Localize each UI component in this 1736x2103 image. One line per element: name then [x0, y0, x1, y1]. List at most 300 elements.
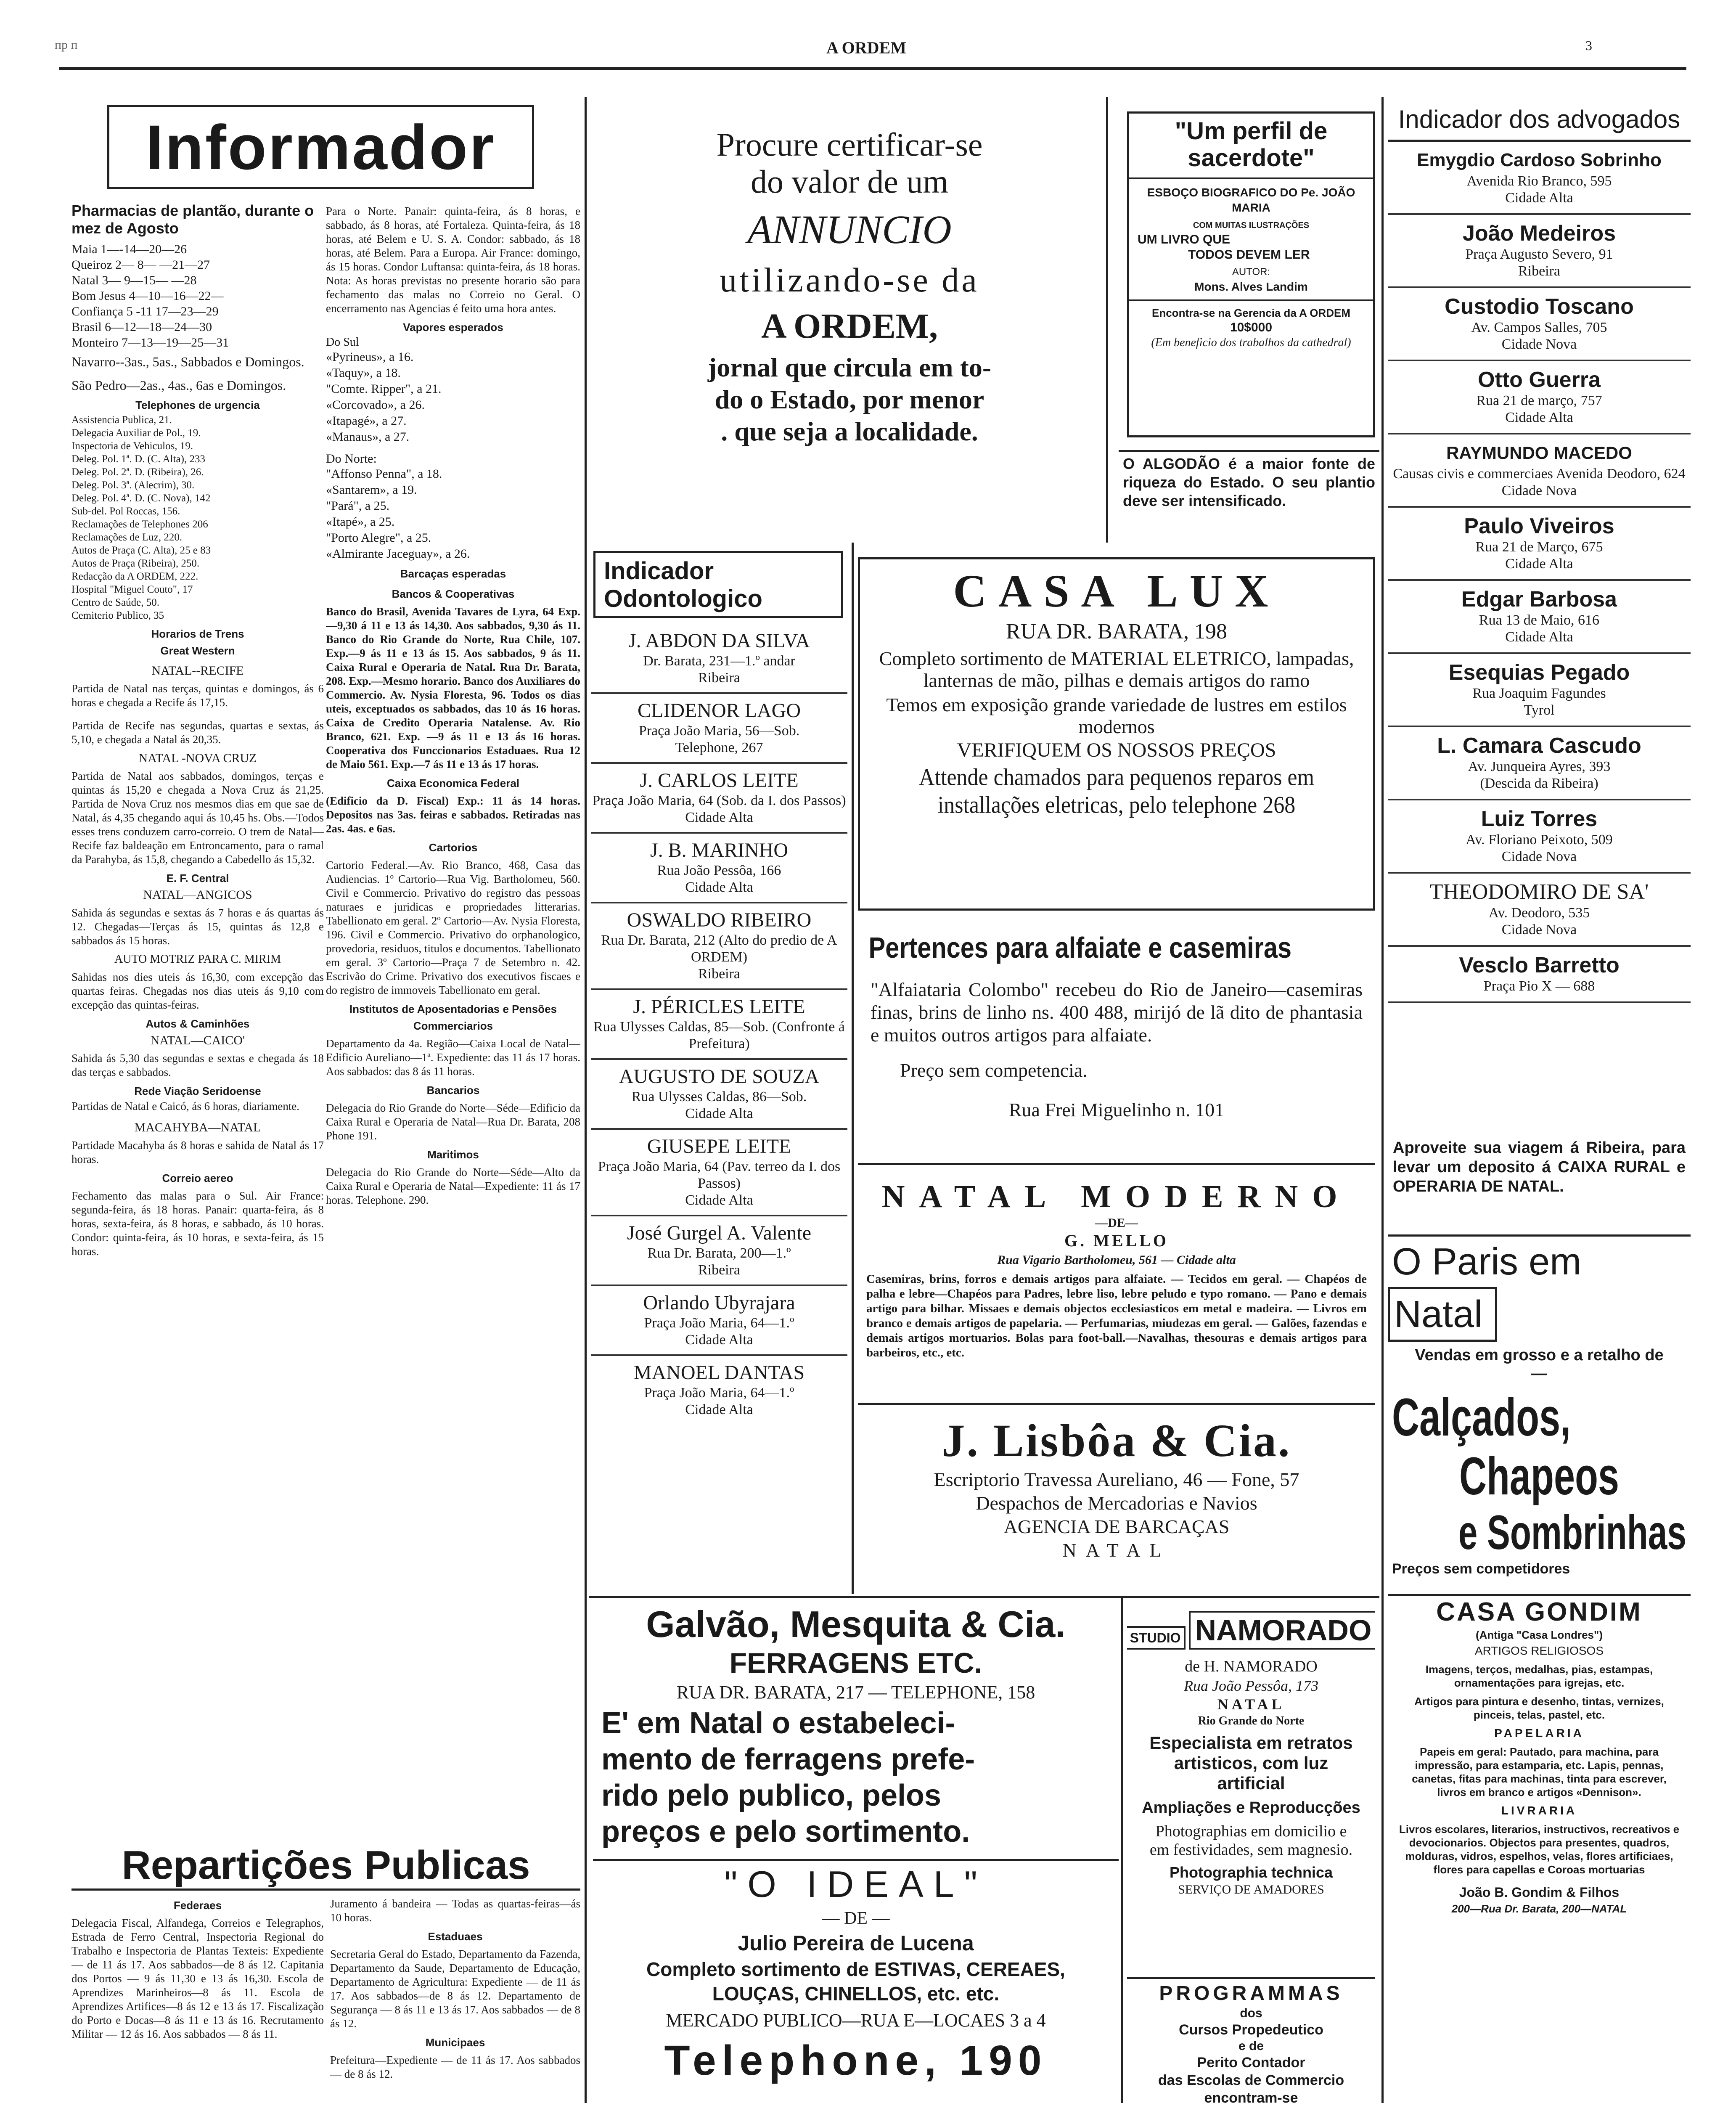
gondim-owner: João B. Gondim & Filhos: [1459, 1885, 1620, 1900]
dentista-area: Cidade Alta: [685, 1192, 753, 1208]
vapor-item: "Comte. Ripper", a 21.: [326, 382, 442, 396]
commerciarios-title: Commerciarios: [413, 1020, 493, 1032]
odonto-title-box: [593, 551, 843, 618]
column-rule: [1121, 1598, 1123, 2103]
page-header: [0, 38, 1736, 63]
telephones-title: Telephones de urgencia: [135, 399, 260, 411]
correio-norte-text: Para o Norte. Panair: quinta-feira, ás 8 horas, e sabbado, ás 8 horas, até Fortaleza. Quinta-feira, ás 18 horas, até Belem e U. S. A. Condor: sabbado, ás 18 horas, até Belem. Para a Europa. Air France: domingo, ás 15 horas. Condor Luftansa: quinta-feira, ás 18 horas. Nota: As horas previstas no presente horario são para fechamento das malas no Correio no Geral. O encerramento nas Agencias é feito uma hora antes.: [326, 205, 580, 315]
gondim-text-2: Artigos para pintura e desenho, tintas, vernizes, pinceis, telas, pastel, etc.: [1414, 1695, 1664, 1721]
cartorios-title: Cartorios: [429, 841, 478, 854]
dentista-name: OSWALDO RIBEIRO: [627, 909, 812, 931]
advogado-name: RAYMUNDO MACEDO: [1446, 443, 1632, 463]
namorado-text-5: SERVIÇO DE AMADORES: [1178, 1883, 1324, 1896]
namorado-title: NAMORADO: [1189, 1611, 1375, 1650]
informador-col2: [326, 202, 580, 1851]
galvao-text-2: mento de ferragens prefe-: [601, 1743, 975, 1776]
galvao-text-4: preços e pelo sortimento.: [601, 1815, 970, 1849]
pharmacia-row: Maia 1—-14—20—26: [71, 242, 187, 256]
advogado-address: Praça Pio X — 688: [1483, 978, 1595, 994]
barcacas-title: Barcaças esperadas: [400, 567, 506, 580]
dentista-address: Rua Ulysses Caldas, 86—Sob.: [631, 1089, 807, 1104]
dentista-area: Cidade Alta: [685, 1332, 753, 1348]
galvao-title: Galvão, Mesquita & Cia.: [646, 1603, 1066, 1645]
advogado-city: Cidade Alta: [1505, 629, 1573, 645]
advogado-address: Praça Augusto Severo, 91: [1465, 246, 1613, 262]
column-rule: [1106, 97, 1108, 543]
advogado-name: Otto Guerra: [1478, 368, 1601, 392]
municipaes-title: Municipaes: [425, 2036, 485, 2049]
natal-recife-text: Partida de Natal nas terças, quintas e domingos, ás 6 horas e chegada a Recife ás 17,15.: [71, 682, 324, 709]
municipaes-text: Prefeitura—Expediente — de 11 ás 17. Aos sabbados — de 8 ás 12.: [330, 2054, 580, 2080]
dentista-item: [591, 624, 847, 694]
advogado-item: [1388, 508, 1691, 581]
telephone-item: Reclamações de Luz, 220.: [71, 532, 183, 543]
lisboa-line-2: Despachos de Mercadorias e Navios: [976, 1492, 1257, 1514]
telephone-item: Autos de Praça (C. Alta), 25 e 83: [71, 545, 211, 556]
telephone-item: Sub-del. Pol Roccas, 156.: [71, 506, 180, 517]
advogado-name: João Medeiros: [1462, 221, 1616, 246]
auto-motriz: AUTO MOTRIZ PARA C. MIRIM: [114, 953, 281, 966]
perfil-encontra: Encontra-se na Gerencia da A ORDEM: [1152, 307, 1350, 319]
recife-natal-text: Partida de Recife nas segundas, quartas e sextas, ás 5,10, e chegada a Natal ás 20,35.: [71, 719, 324, 746]
dentista-area: Cidade Alta: [685, 1402, 753, 1417]
advogado-address: Avenida Rio Branco, 595: [1466, 173, 1612, 189]
telephone-item: Hospital "Miguel Couto", 17: [71, 584, 193, 595]
paris-sombrinhas: e Sombrinhas: [1458, 1506, 1686, 1560]
advogado-city: Cidade Alta: [1505, 410, 1573, 425]
dentista-name: GIUSEPE LEITE: [647, 1135, 791, 1157]
algodao-note: [1119, 450, 1379, 530]
annuncio-line: . que seja a localidade.: [721, 416, 978, 446]
advogado-item: [1388, 874, 1691, 947]
natalmoderno-owner: G. MELLO: [1064, 1231, 1169, 1250]
gondim-text-4: Livros escolares, literarios, instructivos, recreativos e devocionarios. Objectos para presentes, quadros, molduras, vidros, espelhos, velas, flores artificiaes, flores para capellas e Coroas mortuarias: [1399, 1823, 1680, 1876]
telephone-item: Centro de Saúde, 50.: [71, 597, 159, 608]
casalux-ad: [858, 557, 1375, 911]
perfil-price: 10$000: [1230, 320, 1273, 334]
namorado-text-4: Photographia technica: [1169, 1864, 1333, 1881]
advogado-item: [1388, 581, 1691, 654]
pertences-text-2: Preço sem competencia.: [900, 1059, 1088, 1081]
caixa-title: Caixa Economica Federal: [386, 777, 520, 789]
dentista-item: [591, 1130, 847, 1216]
telephone-item: Deleg. Pol. 2ª. D. (Ribeira), 26.: [71, 466, 204, 478]
vapor-item: "Pará", a 25.: [326, 499, 390, 513]
advogado-city: Cidade Nova: [1501, 483, 1577, 498]
telephone-item: Deleg. Pol. 1ª. D. (C. Alta), 233: [71, 453, 205, 465]
dentista-area: Cidade Alta: [685, 879, 753, 895]
page-number: пр п: [55, 38, 78, 52]
annuncio-line: do valor de um: [750, 163, 949, 200]
telephone-item: Autos de Praça (Ribeira), 250.: [71, 558, 200, 569]
reparticoes-col2: [330, 1897, 580, 2103]
gondim-title: CASA GONDIM: [1436, 1597, 1642, 1626]
galvao-ad: [593, 1602, 1119, 1855]
vapor-item: «Itapé», a 25.: [326, 515, 395, 529]
advogado-city: Tyrol: [1524, 702, 1555, 718]
advogado-name: Emygdio Cardoso Sobrinho: [1417, 150, 1662, 170]
caico-text: Sahida ás 5,30 das segundas e sextas e chegada ás 18 das terças e sabbados.: [71, 1052, 324, 1078]
casalux-text-4: Attende chamados para pequenos reparos em installações eletricas, pelo telephone 268: [919, 764, 1314, 818]
advogado-name: THEODOMIRO DE SA': [1429, 880, 1649, 904]
reparticoes-section: [71, 1842, 580, 2103]
ideal-text-2: MERCADO PUBLICO—RUA E—LOCAES 3 a 4: [666, 2010, 1046, 2031]
advogado-item: [1388, 434, 1691, 508]
telephone-item: Deleg. Pol. 4ª. D. (C. Nova), 142: [71, 493, 211, 504]
maritimos-title: Maritimos: [427, 1148, 479, 1161]
telephone-item: Inspectoria de Vehiculos, 19.: [71, 440, 193, 452]
natalmoderno-ad: [858, 1178, 1375, 1405]
paris-chapeos: Chapeos: [1459, 1447, 1620, 1506]
paris-title-1: O Paris em: [1392, 1241, 1582, 1283]
dentista-address: Praça João Maria, 64—1.º: [644, 1315, 794, 1331]
vapores-title: Vapores esperados: [403, 321, 503, 334]
gondim-ad: [1388, 1594, 1691, 2103]
natalmoderno-text: Casemiras, brins, forros e demais artigos para alfaiate. — Tecidos em geral. — Chapéos de palha e lebre—Chapéos para Padres, lebre liso, lebre peludo e typo romano. — Pano e demais artigo para bilhar. Missaes e demais objectos ecclesiasticos em metal e madeira. — Livros em branco e demais artigos de papelaria. — Perfumarias, miudezas em geral. — Galões, fazendas e demais artigos mortuarios. Bolas para foot-ball.—Navalhas, thesouras e demais artigos para barbeiros, etc., etc.: [866, 1272, 1367, 1359]
programmas-title: PROGRAMMAS: [1159, 1982, 1343, 2005]
horarios-title: Horarios de Trens: [151, 628, 244, 640]
advogado-item: [1388, 654, 1691, 727]
casalux-title: CASA LUX: [953, 565, 1280, 617]
correio-title: Correio aereo: [162, 1172, 233, 1184]
paris-vendas: Vendas em grosso e a retalho de—: [1415, 1346, 1664, 1383]
dentista-item: [591, 1286, 847, 1356]
juramento-text: Juramento á bandeira — Todas as quartas-feiras—ás 10 horas.: [330, 1897, 580, 1924]
dentista-name: Orlando Ubyrajara: [643, 1292, 795, 1314]
advogado-name: Esequias Pegado: [1448, 660, 1630, 685]
informador-col1: [71, 202, 324, 1851]
gondim-address: 200—Rua Dr. Barata, 200—NATAL: [1451, 1902, 1627, 1915]
column-rule: [1381, 97, 1384, 2103]
advogado-address: Rua 21 de março, 757: [1476, 393, 1602, 408]
annuncio-paper: A ORDEM,: [761, 307, 938, 346]
maritimos-text: Delegacia do Rio Grande do Norte—Séde—Alto da Caixa Rural e Operaria de Natal—Expediente: 11 ás 17 horas. Telephone. 290.: [326, 1166, 580, 1206]
namorado-text-1: Especialista em retratos artisticos, com luz artificial: [1149, 1733, 1353, 1793]
odonto-section: [591, 551, 847, 1573]
telephone-item: Assistencia Publica, 21.: [71, 414, 172, 426]
dentista-area: Cidade Alta: [685, 1106, 753, 1121]
natalmoderno-title: NATAL MODERNO: [881, 1179, 1352, 1214]
dentista-area: Ribeira: [698, 670, 741, 686]
dentista-item: [591, 834, 847, 903]
programmas-dos: dos: [1240, 2006, 1262, 2020]
natalmoderno-de: —DE—: [1095, 1216, 1138, 1230]
pertences-ad: [858, 921, 1375, 1165]
perfil-beneficio: (Em beneficio dos trabalhos da cathedral): [1151, 336, 1351, 349]
macahyba-text: Partidade Macahyba ás 8 horas e sahida de Natal ás 17 horas.: [71, 1139, 324, 1165]
informador-title: Informador: [146, 112, 496, 183]
gondim-sub: (Antiga "Casa Londres"): [1475, 1629, 1603, 1641]
vapor-item: «Taquy», a 18.: [326, 366, 401, 380]
dentista-address: Praça João Maria, 56—Sob.: [638, 723, 800, 739]
advogado-name: Vesclo Barretto: [1459, 953, 1620, 977]
natal-angicos: NATAL—ANGICOS: [143, 888, 252, 902]
dentista-name: AUGUSTO DE SOUZA: [619, 1065, 820, 1088]
telephones-list: [71, 413, 324, 622]
advogado-name: Luiz Torres: [1481, 807, 1598, 831]
annuncio-word: ANNUNCIO: [747, 207, 952, 252]
advogado-city: Cidade Alta: [1505, 190, 1573, 206]
galvao-address: RUA DR. BARATA, 217 — TELEPHONE, 158: [676, 1682, 1035, 1703]
vapor-item: «Corcovado», a 26.: [326, 398, 425, 412]
galvao-sub: FERRAGENS ETC.: [729, 1647, 982, 1679]
casalux-text-1: Completo sortimento de MATERIAL ELETRICO, lampadas, lanternas de mão, pilhas e demais artigos do ramo: [879, 648, 1354, 691]
perfil-subtitle: ESBOÇO BIOGRAFICO DO Pe. JOÃO MARIA: [1147, 186, 1355, 214]
telephone-item: Redacção da A ORDEM, 222.: [71, 571, 198, 582]
pharmacia-navarro: Navarro--3as., 5as., Sabbados e Domingos.: [71, 354, 304, 369]
nova-cruz-text: Partida de Natal aos sabbados, domingos, terças e quintas ás 15,20 e chegada a Nova Cruz ás 21,25. Partida de Nova Cruz nos mesmos dias em que sae de Natal, ás 4,35 chegando aqui ás 10,45 hs. Obs.—Todos esses trens conduzem carro-correio. O trem de Natal—Recife faz baldeação em Entroncamento, para o ramal da Parahyba, ás 15,8, chegando a Cabedello ás 15,32.: [71, 770, 324, 866]
rede-text: Partidas de Natal e Caicó, ás 6 horas, diariamente.: [71, 1100, 300, 1112]
gondim-livraria: LIVRARIA: [1501, 1804, 1577, 1817]
section-rule: [589, 1596, 1379, 1598]
annuncio-ad: [597, 126, 1102, 496]
advogado-city: Cidade Alta: [1505, 556, 1573, 572]
vapor-item: "Affonso Penna", a 18.: [326, 467, 442, 481]
ideal-text-1: Completo sortimento de ESTIVAS, CEREAES, LOUÇAS, CHINELLOS, etc. etc.: [646, 1958, 1065, 2005]
gondim-artigos: ARTIGOS RELIGIOSOS: [1474, 1644, 1604, 1657]
pharmacia-row: Bom Jesus 4—10—16—22—: [71, 289, 224, 303]
pharmacia-row: Brasil 6—12—18—24—30: [71, 320, 212, 334]
dentista-address: Rua Dr. Barata, 212 (Alto do predio de A ORDEM): [601, 932, 837, 965]
lisboa-title: J. Lisbôa & Cia.: [942, 1415, 1291, 1466]
advogado-city: Ribeira: [1518, 263, 1561, 279]
autos-title: Autos & Caminhões: [146, 1017, 250, 1030]
estaduaes-text: Secretaria Geral do Estado, Departamento da Fazenda, Departamento da Saude, Departamento de Educação, Departamento de Agricultura: Expediente — de 11 ás 17. Aos sabbados—de 8 ás 12. Departamento de Segurança — 8 ás 11 e 13 ás 17. Aos sabbados — de 8 ás 12.: [330, 1948, 580, 2030]
aproveite-text: Aproveite sua viagem á Ribeira, para levar um deposito á CAIXA RURAL e OPERARIA DE NATAL.: [1393, 1139, 1686, 1195]
pharmacia-row: Confiança 5 -11 17—23—29: [71, 305, 219, 318]
estaduaes-title: Estaduaes: [428, 1930, 483, 1943]
programmas-line: e de: [1238, 2039, 1264, 2053]
vapores-norte: Do Norte:: [326, 452, 377, 466]
page-folio: 3: [1585, 38, 1592, 53]
great-western: Great Western: [160, 644, 235, 657]
pharmacias-title: Pharmacias de plantão, durante o mez de Agosto: [71, 202, 314, 237]
advogado-city: Cidade Nova: [1501, 922, 1577, 938]
pharmacias-list: [71, 241, 324, 350]
advogado-address: Rua Joaquim Fagundes: [1472, 686, 1606, 701]
programmas-line: das Escolas de Commercio: [1158, 2072, 1344, 2088]
dentista-item: [591, 1356, 847, 1424]
header-rule: [59, 67, 1686, 70]
advogado-address: Av. Campos Salles, 705: [1471, 320, 1607, 335]
vapores-list: [326, 349, 580, 445]
odonto-title: Indicador Odontologico: [604, 557, 762, 612]
ideal-phone: Telephone, 190: [664, 2037, 1048, 2084]
column-rule: [852, 543, 854, 1594]
gondim-text-1: Imagens, terços, medalhas, pias, estampas, ornamentações para igrejas, etc.: [1425, 1663, 1653, 1689]
dentista-name: J. B. MARINHO: [650, 839, 789, 861]
annuncio-line: jornal que circula em to-: [707, 352, 992, 382]
dentista-area: Cidade Alta: [685, 810, 753, 825]
angicos-text: Sahida ás segundas e sextas ás 7 horas e ás quartas ás 12. Chegadas—Terças ás 15, quintas ás 12,8 e sabbados ás 15 horas.: [71, 906, 324, 947]
dentista-area: Telephone, 267: [675, 740, 763, 755]
advogado-name: L. Camara Cascudo: [1437, 734, 1641, 758]
advogado-item: [1388, 288, 1691, 361]
dentista-area: Ribeira: [698, 966, 741, 982]
dentista-name: J. CARLOS LEITE: [640, 769, 799, 792]
lisboa-line-1: Escriptorio Travessa Aureliano, 46 — Fone, 57: [934, 1469, 1299, 1490]
newspaper-title: A ORDEM: [826, 38, 906, 57]
advogado-address: Rua 13 de Maio, 616: [1479, 612, 1600, 628]
namorado-text-3: Photographias em domicilio e em festividades, sem magnesio.: [1149, 1822, 1353, 1859]
vapor-item: «Pyrineus», a 16.: [326, 350, 414, 364]
dentista-name: MANOEL DANTAS: [633, 1361, 805, 1384]
vapor-item: "Porto Alegre", a 25.: [326, 531, 431, 545]
advogado-item: [1388, 142, 1691, 215]
advogado-city: (Descida da Ribeira): [1480, 776, 1598, 791]
advogado-item: [1388, 727, 1691, 800]
informador-title-box: [107, 105, 534, 189]
bancarios-text: Delegacia do Rio Grande do Norte—Séde—Edificio da Caixa Rural e Operaria de Natal—Rua Dr. Barata, 208 Phone 191.: [326, 1102, 580, 1142]
caixa-text: (Edificio da D. Fiscal) Exp.: 11 ás 14 horas. Depositos nas 3as. feiras e sabbados. Retiradas nas 2as. 4as. e 6as.: [326, 795, 580, 835]
namorado-text-2: Ampliações e Reproducções: [1142, 1799, 1360, 1817]
cartorios-text: Cartorio Federal.—Av. Rio Branco, 468, Casa das Audiencias. 1º Cartorio—Rua Vig. Bartholomeu, 560. Civil e Commercio. Privativo do registro das pessoas naturaes e juridicas e propriedades litterarias. Tabellionato em geral. 2º Cartorio—Av. Nysia Floresta, 196. Civil e Commercio. Privativo do orphanologico, provedoria, residuos, titulos e documentos. Tabellionato em geral. 3º Cartorio—Praça 7 de Setembro n. 42. Escrivão do Crime. Privativo dos executivos fiscaes e do registro de immoveis Tabellionato em geral.: [326, 859, 580, 996]
natalmoderno-address: Rua Vigario Bartholomeu, 561 — Cidade alta: [997, 1253, 1236, 1267]
ideal-title: "O IDEAL": [724, 1863, 987, 1905]
paris-calcados: Calçados,: [1392, 1388, 1571, 1447]
annuncio-line: do o Estado, por menor: [715, 384, 984, 414]
advogado-address: Causas civis e commerciaes Avenida Deodoro, 624: [1393, 466, 1686, 482]
dentista-address: Praça João Maria, 64—1.º: [644, 1385, 794, 1401]
dentista-name: J. ABDON DA SILVA: [628, 630, 810, 652]
dentista-item: [591, 1216, 847, 1286]
pharmacia-sao-pedro: São Pedro—2as., 4as., 6as e Domingos.: [71, 378, 286, 393]
perfil-livro-2: TODOS DEVEM LER: [1188, 248, 1310, 262]
bancos-title: Bancos & Cooperativas: [392, 588, 515, 600]
paris-precos: Preços sem competidores: [1392, 1561, 1570, 1577]
dentista-address: Dr. Barata, 231—1.º andar: [643, 653, 795, 669]
advogados-section: [1388, 105, 1691, 1123]
perfil-ilustracoes: COM MUITAS ILUSTRAÇÕES: [1193, 221, 1310, 230]
namorado-city: NATAL: [1217, 1696, 1285, 1713]
gondim-papelaria: PAPELARIA: [1494, 1727, 1584, 1740]
telephone-item: Cemiterio Publico, 35: [71, 610, 164, 621]
efc-title: E. F. Central: [166, 872, 229, 885]
dentista-address: Rua Ulysses Caldas, 85—Sob. (Confronte á Prefeitura): [593, 1019, 845, 1052]
natal-nova-cruz: NATAL -NOVA CRUZ: [138, 751, 257, 765]
advogado-city: Cidade Nova: [1501, 336, 1577, 352]
dentista-address: Rua Dr. Barata, 200—1.º: [647, 1245, 791, 1261]
dentista-name: J. PÉRICLES LEITE: [633, 996, 805, 1018]
reparticoes-title: Repartições Publicas: [71, 1842, 580, 1891]
rede-viacao: Rede Viação Seridoense: [134, 1085, 261, 1097]
programmas-line: Perito Contador: [1197, 2055, 1305, 2071]
dentista-item: [591, 764, 847, 834]
dentista-name: CLIDENOR LAGO: [638, 699, 801, 722]
casalux-text-3: VERIFIQUEM OS NOSSOS PREÇOS: [957, 739, 1276, 761]
namorado-studio: STUDIO: [1127, 1626, 1186, 1650]
telephone-item: Reclamações de Telephones 206: [71, 519, 208, 530]
casalux-text-2: Temos em exposição grande variedade de lustres em estilos modernos: [886, 694, 1347, 737]
galvao-text-1: E' em Natal o estabeleci-: [601, 1706, 955, 1740]
pertences-text-1: "Alfaiataria Colombo" recebeu do Rio de Janeiro—casemiras finas, brins de linho ns. 400 488, mirijó de lã dito de phantasia e muitos outros artigos para alfaiate.: [871, 979, 1363, 1046]
pertences-text-3: Rua Frei Miguelinho n. 101: [1008, 1099, 1225, 1120]
paris-ad: [1388, 1234, 1691, 1592]
dentista-address: Rua João Pessôa, 166: [657, 863, 781, 878]
ideal-ad: [593, 1859, 1119, 2103]
dentista-item: [591, 694, 847, 764]
commerciarios-text: Departamento da 4a. Região—Caixa Local de Natal—Edificio Aureliano—1ª. Expediente: das 11 ás 17 horas. Aos sabbados: das 8 ás 11 horas.: [326, 1037, 580, 1078]
ideal-de: — DE —: [822, 1909, 890, 1928]
advogado-item: [1388, 361, 1691, 434]
vapor-item: «Itapagé», a 27.: [326, 414, 407, 428]
dentista-item: [591, 990, 847, 1060]
advogado-city: Cidade Nova: [1501, 849, 1577, 864]
programmas-line: encontram-se: [1204, 2090, 1298, 2103]
vapor-item: «Almirante Jaceguay», a 26.: [326, 547, 470, 561]
advogado-address: Rua 21 de Março, 675: [1475, 539, 1603, 555]
namorado-de: de H. NAMORADO: [1185, 1658, 1318, 1675]
dentista-address: Praça João Maria, 64 (Pav. terreo da I. dos Passos): [598, 1159, 841, 1191]
federaes-title: Federaes: [173, 1899, 222, 1912]
casalux-address: RUA DR. BARATA, 198: [1006, 620, 1228, 644]
dentista-name: José Gurgel A. Valente: [627, 1222, 812, 1244]
advogado-address: Av. Junqueira Ayres, 393: [1468, 759, 1611, 774]
namorado-state: Rio Grande do Norte: [1198, 1714, 1305, 1727]
vapores-norte-list: [326, 466, 580, 562]
telephone-item: Delegacia Auxiliar de Pol., 19.: [71, 427, 201, 439]
galvao-text-3: rido pelo publico, pelos: [601, 1779, 942, 1812]
perfil-title: "Um perfil de sacerdote": [1129, 114, 1373, 179]
annuncio-line: Procure certificar-se: [716, 126, 983, 163]
advogado-name: Edgar Barbosa: [1461, 587, 1617, 612]
natal-caico: NATAL—CAICO': [150, 1033, 245, 1047]
macahyba: MACAHYBA—NATAL: [134, 1120, 261, 1134]
gondim-text-3: Papeis em geral: Pautado, para machina, para impressão, para estamparia, etc. Lapis, pennas, canetas, fitas para machinas, tinta para escrever, livros em branco e artigos «Dennison».: [1412, 1745, 1667, 1798]
auto-motriz-text: Sahidas nos dies uteis ás 16,30, com excepção das quartas feiras. Chegadas nos dias uteis ás 9,10 com excepção das quintas-feiras.: [71, 971, 324, 1011]
federaes-text: Delegacia Fiscal, Alfandega, Correios e Telegraphos, Estrada de Ferro Central, Inspectoria Regional do Trabalho e Inspectoria de Plantas Texteis: Expediente — de 11 ás 17. Aos sabbados—de 8 ás 12. Capitania dos Portos — 9 ás 11,30 e 13 ás 16,30. Escola de Aprendizes Marinheiros—8 ás 11. Escola de Aprendizes Artifices—8 ás 12 e 13 ás 17. Fiscalização do Porto e Docas—8 ás 11 e 13 ás 16. Recrutamento Militar — 12 ás 16. Aos sabbados — 8 ás 11.: [71, 1917, 324, 2040]
lisboa-line-4: NATAL: [1062, 1539, 1171, 1561]
paris-title-2: Natal: [1388, 1287, 1497, 1342]
correio-text: Fechamento das malas para o Sul. Air France: segunda-feira, ás 18 horas. Panair: quarta-feira, ás 8 horas, sexta-feira, ás 8 horas, e sabbado, ás 10 horas. Condor: quinta-feira, ás 10 horas, e sexta-feira, ás 15 horas.: [71, 1189, 324, 1258]
vapores-sul: Do Sul: [326, 336, 359, 349]
aproveite-note: [1388, 1136, 1691, 1232]
perfil-autor-label: AUTOR:: [1232, 266, 1270, 278]
dentista-item: [591, 1060, 847, 1130]
namorado-address: Rua João Pessôa, 173: [1184, 1677, 1318, 1694]
perfil-ad: [1127, 111, 1375, 437]
namorado-ad: [1127, 1611, 1375, 1964]
bancarios-title: Bancarios: [426, 1084, 480, 1097]
pharmacia-row: Natal 3— 9—15— —28: [71, 273, 197, 287]
column-rule: [585, 97, 587, 2103]
bancos-text: Banco do Brasil, Avenida Tavares de Lyra, 64 Exp.—9,30 á 11 e 13 ás 14,30. Aos sabbados, 9,30 ás 11. Banco do Rio Grande do Norte, Rua Chile, 107. Exp.—9 ás 11 e 13 ás 15. Aos sabbados, 9 ás 11. Caixa Rural e Operaria de Natal. Rua Dr. Barata, 208. Exp.—Mesmo horario. Banco dos Auxiliares do Commercio. Av. Nysia Floresta, 96. Todos os dias uteis, exceptuados os sabbados, das 10 ás 16 horas. Caixa de Credito Operaria Natalense. Av. Rio Branco, 621. Exp. —9 ás 11 e 13 ás 16 horas. Cooperativa dos Funccionarios Estaduaes. Rua 12 de Maio 561. Exp.—7 ás 11 e 13 ás 17 horas.: [326, 605, 580, 771]
perfil-livro-1: UM LIVRO QUE: [1138, 233, 1231, 246]
algodao-text: O ALGODÃO é a maior fonte de riqueza do Estado. O seu plantio deve ser intensificado.: [1123, 455, 1375, 509]
telephone-item: Deleg. Pol. 3ª. (Alecrim), 30.: [71, 479, 195, 491]
lisboa-line-3: AGENCIA DE BARCAÇAS: [1003, 1516, 1230, 1537]
vapor-item: «Santarem», a 19.: [326, 483, 417, 497]
vapor-item: «Manaus», a 27.: [326, 430, 410, 444]
annuncio-line: utilizando-se da: [720, 261, 979, 299]
advogado-item: [1388, 215, 1691, 288]
institutos-title: Institutos de Aposentadorias e Pensões: [349, 1003, 557, 1015]
lisboa-ad: [858, 1413, 1375, 1590]
perfil-autor: Mons. Alves Landim: [1129, 279, 1373, 301]
ideal-owner: Julio Pereira de Lucena: [738, 1931, 974, 1955]
dentista-area: Ribeira: [698, 1262, 741, 1278]
reparticoes-col1: [71, 1897, 324, 2103]
dentista-address: Praça João Maria, 64 (Sob. da I. dos Passos): [592, 793, 846, 808]
natal-recife: NATAL--RECIFE: [151, 664, 244, 678]
programmas-ad: [1127, 1977, 1375, 2103]
dentista-item: [591, 903, 847, 990]
pharmacia-row: Monteiro 7—13—19—25—31: [71, 336, 229, 350]
programmas-line: Cursos Propedeutico: [1179, 2022, 1323, 2038]
pharmacia-row: Queiroz 2— 8— —21—27: [71, 258, 210, 272]
advogado-item: [1388, 800, 1691, 874]
advogado-address: Av. Deodoro, 535: [1488, 905, 1590, 921]
